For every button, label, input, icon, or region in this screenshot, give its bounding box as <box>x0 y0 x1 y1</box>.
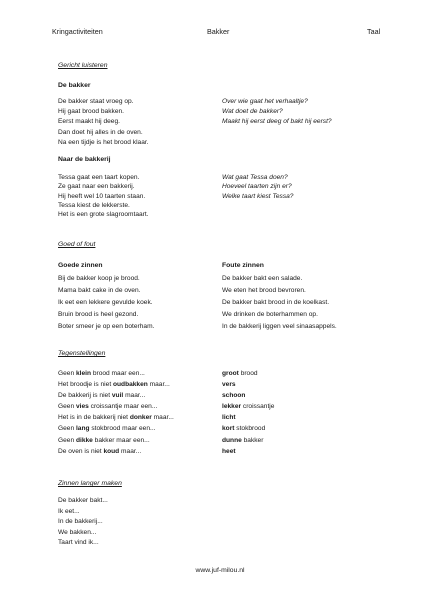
heading-naar-de-bakkerij: Naar de bakkerij <box>58 156 111 163</box>
sentence-starters-list <box>58 496 108 549</box>
opposite-answer: kort stokbrood <box>222 425 266 433</box>
opposite-prompt: Geen dikke bakker maar een... <box>58 436 150 444</box>
wrong-sentence: We drinken de boterhammen op. <box>222 310 318 318</box>
opposite-prompt: De oven is niet koud maar... <box>58 447 142 455</box>
section-title-zinnen-langer-maken: Zinnen langer maken <box>58 480 122 487</box>
opposite-answer: heet <box>222 447 236 455</box>
wrong-sentence: In de bakkerij liggen veel sinaasappels. <box>222 322 337 330</box>
good-sentence: Boter smeer je op een boterham. <box>58 322 155 330</box>
story-line: Hij heeft wel 10 taarten staan. <box>58 192 146 200</box>
opposite-answer: schoon <box>222 392 246 400</box>
header-left: Kringactiviteiten <box>52 27 103 36</box>
question-line: Wat doet de bakker? <box>222 108 283 116</box>
opposite-answer: dunne bakker <box>222 436 264 444</box>
heading-foute-zinnen: Foute zinnen <box>222 262 264 269</box>
opposite-prompt: Het broodje is niet oudbakken maar... <box>58 381 170 389</box>
story-line: Hij gaat brood bakken. <box>58 108 124 116</box>
header-right: Taal <box>367 27 381 36</box>
section-title-gericht-luisteren: Gericht luisteren <box>58 62 108 69</box>
story-line: Ze gaat naar een bakkerij. <box>58 183 135 191</box>
story-naar-de-bakkerij <box>58 173 149 219</box>
question-line: Maakt hij eerst deeg of bakt hij eerst? <box>222 118 332 126</box>
story-line: Tessa kiest de lekkerste. <box>58 201 130 209</box>
story-line: Het is een grote slagroomtaart. <box>58 211 149 219</box>
good-sentence: Mama bakt cake in de oven. <box>58 286 141 294</box>
sentence-starter: We bakken... <box>58 528 97 536</box>
wrong-sentence: We eten het brood bevroren. <box>222 286 306 294</box>
opposites-answers <box>222 368 274 457</box>
opposite-prompt: Het is in de bakkerij niet donker maar... <box>58 414 174 422</box>
story-de-bakker <box>58 97 149 148</box>
sentence-starter: Taart vind ik... <box>58 539 99 547</box>
opposites-prompts <box>58 368 174 457</box>
wrong-sentences-list <box>222 273 337 332</box>
footer-url: www.juf-milou.nl <box>195 567 245 574</box>
sentence-starter: De bakker bakt... <box>58 497 108 504</box>
good-sentence: Bruin brood is heel gezond. <box>58 310 139 318</box>
section-title-goed-of-fout: Goed of fout <box>58 241 96 248</box>
opposite-answer: vers <box>222 381 236 389</box>
opposite-prompt: Geen klein brood maar een... <box>58 370 145 377</box>
questions-de-bakker <box>222 97 332 128</box>
story-line: Na een tijdje is het brood klaar. <box>58 138 149 146</box>
header-center: Bakker <box>207 27 230 36</box>
section-title-tegenstellingen: Tegenstellingen <box>58 350 106 357</box>
good-sentence: Ik eet een lekkere gevulde koek. <box>58 298 153 306</box>
sentence-starter: In de bakkerij... <box>58 518 103 526</box>
good-sentences-list <box>58 273 154 332</box>
wrong-sentence: De bakker bakt brood in de koelkast. <box>222 298 330 306</box>
sentence-starter: Ik eet... <box>58 507 80 515</box>
opposite-answer: lekker croissantje <box>222 403 275 411</box>
opposite-prompt: Geen lang stokbrood maar een... <box>58 425 156 433</box>
question-line: Hoeveel taarten zijn er? <box>222 183 292 191</box>
question-line: Welke taart kiest Tessa? <box>222 192 294 200</box>
opposite-prompt: Geen vies croissantje maar een... <box>58 403 158 411</box>
story-line: De bakker staat vroeg op. <box>58 98 134 105</box>
good-sentence: Bij de bakker koop je brood. <box>58 275 140 282</box>
heading-de-bakker: De bakker <box>58 82 91 89</box>
story-line: Tessa gaat een taart kopen. <box>58 174 140 181</box>
question-line: Wat gaat Tessa doen? <box>222 174 288 181</box>
story-line: Dan doet hij alles in de oven. <box>58 128 143 136</box>
question-line: Over wie gaat het verhaaltje? <box>222 98 308 105</box>
questions-naar-de-bakkerij <box>222 173 293 201</box>
story-line: Eerst maakt hij deeg. <box>58 118 120 126</box>
opposite-answer: groot brood <box>222 370 258 377</box>
wrong-sentence: De bakker bakt een salade. <box>222 275 303 282</box>
heading-goede-zinnen: Goede zinnen <box>58 262 103 269</box>
opposite-answer: licht <box>222 414 236 422</box>
opposite-prompt: De bakkerij is niet vuil maar... <box>58 392 146 400</box>
